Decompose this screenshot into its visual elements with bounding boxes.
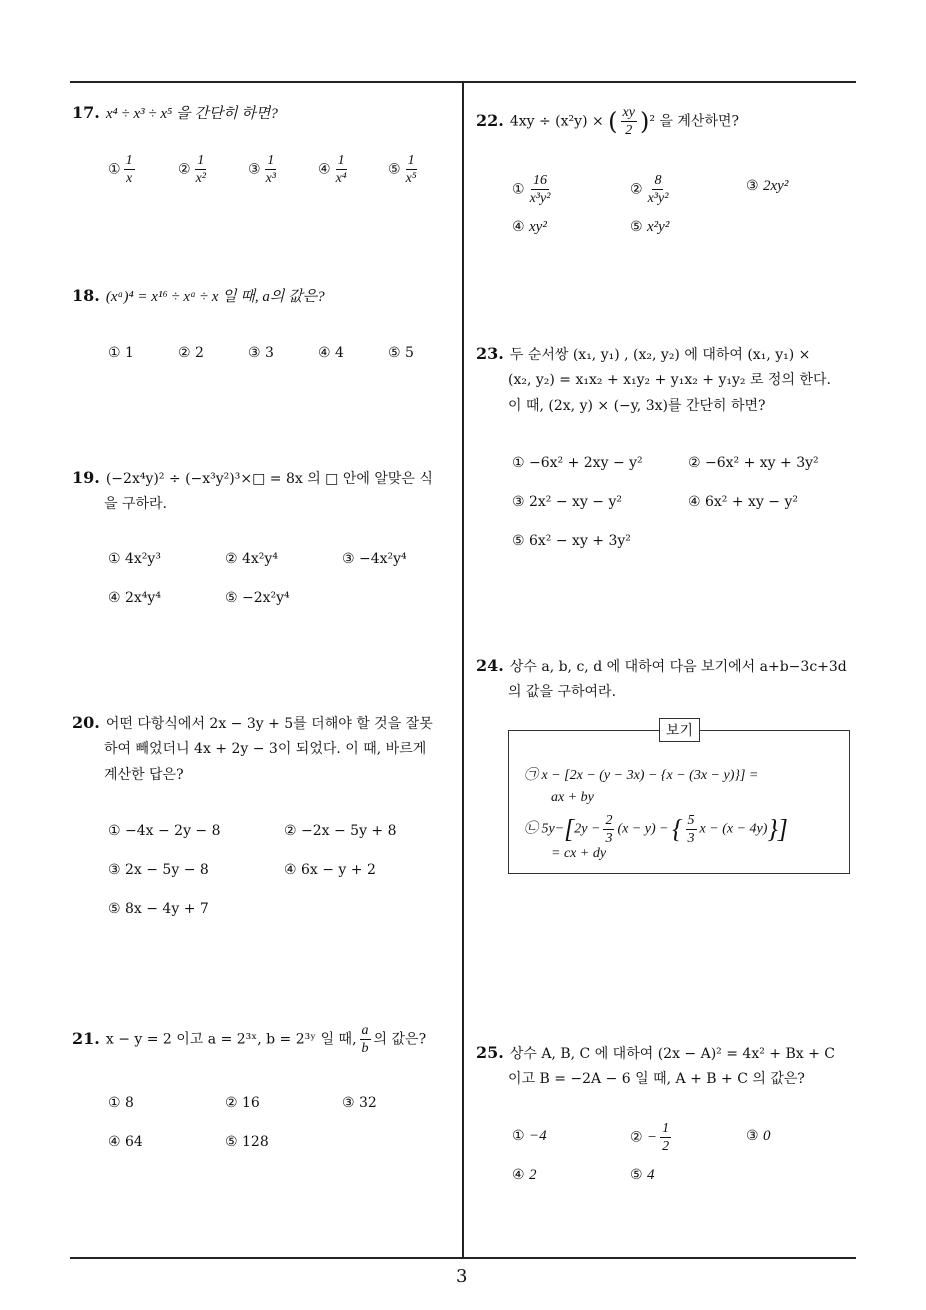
option-3[interactable]: ③ 2x − 5y − 8 (108, 862, 209, 878)
option-4[interactable]: ④ 6x² + xy − y² (688, 494, 799, 510)
question-number: 21. (72, 1028, 100, 1048)
option-3[interactable]: ③ 2x² − xy − y² (512, 494, 623, 510)
question-22: 22. 4xy ÷ (x²y) × ( $\frac{xy}{2}$ )² 을 계산하면? (476, 105, 739, 138)
option-2[interactable]: ② 2 (178, 345, 204, 361)
question-stem: x − y = 2 이고 a = 2³ˣ, b = 2³ʸ 일 때, (105, 1031, 357, 1048)
option-5[interactable]: ⑤ 6x² − xy + 3y² (512, 533, 631, 549)
page-number: 3 (456, 1266, 468, 1287)
question-number: 24. (476, 656, 504, 675)
option-4[interactable]: ④ $\frac{1}{\text{x⁴}}$ (318, 153, 347, 186)
option-2[interactable]: ② −6x² + xy + 3y² (688, 455, 819, 471)
option-1[interactable]: ① 4x²y³ (108, 551, 161, 567)
question-stem-line1: 상수 A, B, C 에 대하여 (2x − A)² = 4x² + Bx + C (509, 1046, 835, 1062)
question-number: 18. (72, 286, 100, 305)
bogi-item-1-cont: ax + by (551, 790, 594, 805)
question-18 (72, 283, 325, 310)
question-25 (476, 1040, 835, 1067)
option-3[interactable]: ③ 3 (248, 345, 274, 361)
question-17 (72, 100, 278, 127)
question-number: 19. (72, 468, 100, 487)
bogi-item-2: ㉡ 5y−[2y − $\frac{2}{3}$ (x − y) − { $\frac{5}{3}$ x − (x − 4y)}] (524, 813, 788, 846)
option-2[interactable]: ② −2x − 5y + 8 (284, 823, 397, 839)
question-21: 21. x − y = 2 이고 a = 2³ˣ, b = 2³ʸ 일 때, $\frac{a}{b}$ 의 값은? (72, 1023, 427, 1056)
question-stem: (xᵃ)⁴ = x¹⁶ ÷ xᵃ ÷ x 일 때, a의 값은? (105, 289, 325, 305)
option-4[interactable]: ④ 6x − y + 2 (284, 862, 376, 878)
option-1[interactable]: ① $\frac{1}{x}$ (108, 153, 133, 186)
question-stem: 4xy ÷ (x²y) × (509, 113, 604, 130)
option-5[interactable]: ⑤ 8x − 4y + 7 (108, 901, 209, 917)
question-19-line2: 을 구하라. (104, 496, 167, 512)
option-4[interactable]: ④ 64 (108, 1134, 143, 1150)
option-3[interactable]: ③ 32 (342, 1095, 377, 1111)
option-5[interactable]: ⑤ 4 (630, 1167, 655, 1183)
question-number: 23. (476, 344, 504, 363)
option-2[interactable]: ② 4x²y⁴ (225, 551, 278, 567)
question-number: 22. (476, 110, 504, 130)
bogi-item-2-cont: = cx + dy (551, 846, 607, 861)
option-4[interactable]: ④ 2x⁴y⁴ (108, 590, 161, 606)
fraction-xy-over-2: $\frac{xy}{2}$ (622, 105, 635, 138)
question-24 (476, 653, 847, 680)
option-4[interactable]: ④ xy² (512, 219, 547, 235)
bogi-item-1: ㉠ x − [2x − (y − 3x) − {x − (3x − y)}] = (524, 768, 759, 783)
option-4[interactable]: ④ 2 (512, 1167, 537, 1183)
option-2[interactable]: ② $\frac{8}{\text{x³y²}}$ (630, 173, 669, 206)
option-1[interactable]: ① 8 (108, 1095, 134, 1111)
option-3[interactable]: ③ $\frac{1}{\text{x³}}$ (248, 153, 276, 186)
option-1[interactable]: ① −6x² + 2xy − y² (512, 455, 643, 471)
column-divider (462, 82, 464, 1258)
question-number: 25. (476, 1043, 504, 1062)
question-19 (72, 465, 433, 492)
option-4[interactable]: ④ 4 (318, 345, 344, 361)
bogi-label: 보기 (659, 718, 700, 742)
option-5[interactable]: ⑤ −2x²y⁴ (225, 590, 290, 606)
option-2[interactable]: ② − $\frac{1}{2}$ (630, 1121, 670, 1154)
question-23 (476, 341, 810, 368)
question-23-line3: 이 때, (2x, y) × (−y, 3x)를 간단히 하면? (508, 398, 766, 414)
question-20-line3: 계산한 답은? (104, 767, 184, 783)
question-25-line2: 이고 B = −2A − 6 일 때, A + B + C 의 값은? (508, 1071, 805, 1087)
option-1[interactable]: ① $\frac{16}{\text{x³y²}}$ (512, 173, 551, 206)
option-5[interactable]: ⑤ $\frac{1}{\text{x⁵}}$ (388, 153, 417, 186)
question-24-line2: 의 값을 구하여라. (508, 684, 617, 700)
question-stem-line1: 두 순서쌍 (x₁, y₁) , (x₂, y₂) 에 대하여 (x₁, y₁) × (509, 347, 811, 363)
fraction-a-over-b: $\frac{a}{b}$ (361, 1023, 369, 1056)
option-2[interactable]: ② 16 (225, 1095, 260, 1111)
option-1[interactable]: ① −4x − 2y − 8 (108, 823, 221, 839)
question-20 (72, 710, 433, 737)
option-1[interactable]: ① 1 (108, 345, 134, 361)
question-stem-line1: 어떤 다항식에서 2x − 3y + 5를 더해야 할 것을 잘못 (105, 716, 433, 732)
question-stem-line1: 상수 a, b, c, d 에 대하여 다음 보기에서 a+b−3c+3d (509, 659, 847, 675)
option-3[interactable]: ③ −4x²y⁴ (342, 551, 407, 567)
option-2[interactable]: ② $\frac{1}{\text{x²}}$ (178, 153, 206, 186)
option-3[interactable]: ③ 2xy² (746, 178, 789, 194)
option-3[interactable]: ③ 0 (746, 1128, 771, 1144)
question-number: 20. (72, 713, 100, 732)
option-1[interactable]: ① −4 (512, 1128, 547, 1144)
option-5[interactable]: ⑤ 5 (388, 345, 414, 361)
option-5[interactable]: ⑤ x²y² (630, 219, 670, 235)
question-stem: x⁴ ÷ x³ ÷ x⁵ 을 간단히 하면? (105, 106, 278, 122)
question-20-line2: 하여 빼었더니 4x + 2y − 3이 되었다. 이 때, 바르게 (104, 741, 427, 757)
question-stem-line1: (−2x⁴y)² ÷ (−x³y²)³×□ = 8x 의 □ 안에 알맞은 식 (105, 471, 433, 487)
question-23-line2: (x₂, y₂) = x₁x₂ + x₁y₂ + y₁x₂ + y₁y₂ 로 정의 한다. (508, 372, 831, 388)
option-5[interactable]: ⑤ 128 (225, 1134, 269, 1150)
question-number: 17. (72, 103, 100, 122)
